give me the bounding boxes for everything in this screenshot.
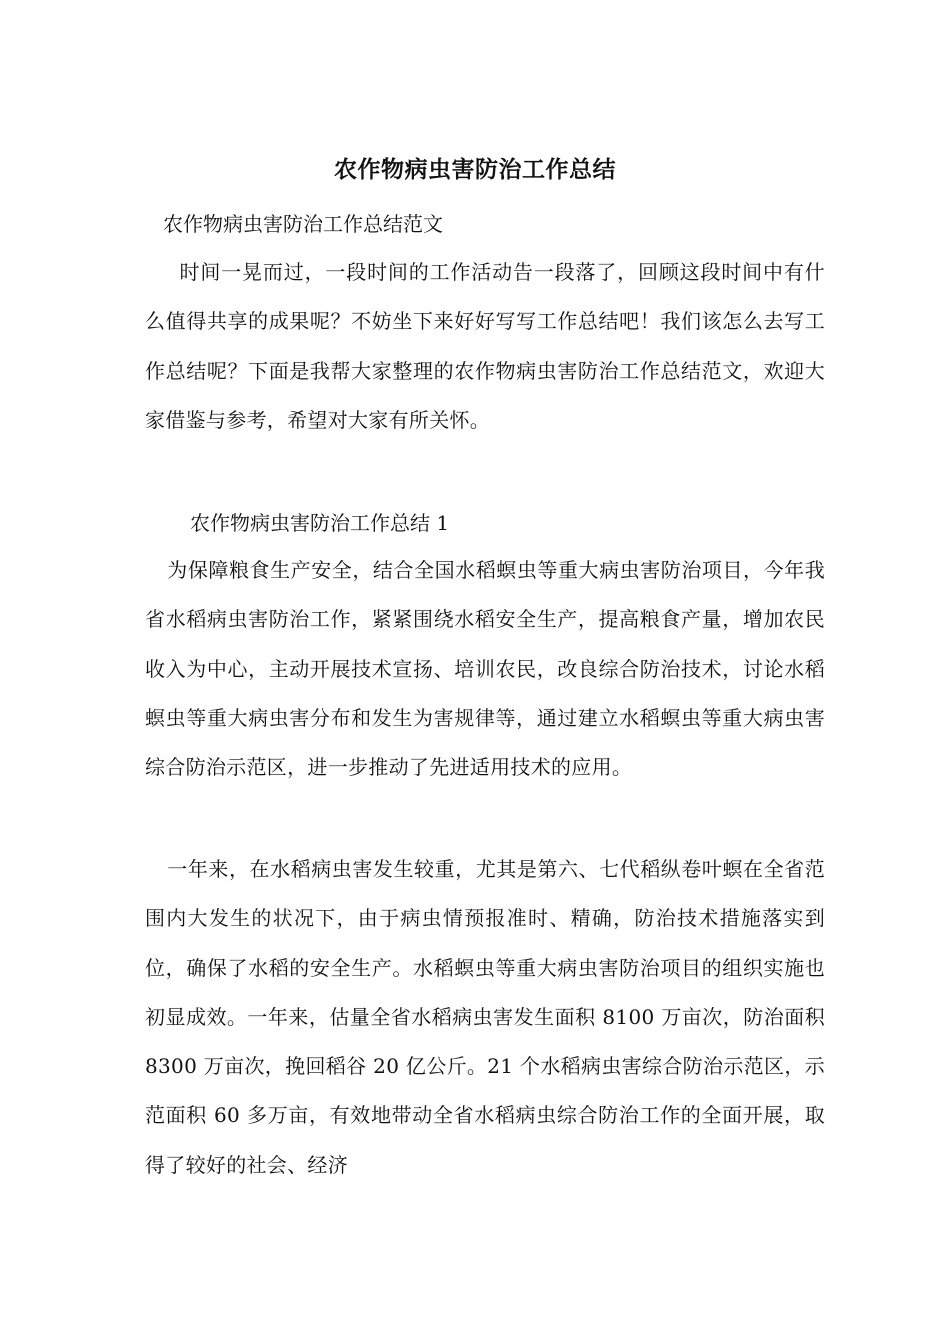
intro-text: 时间一晃而过，一段时间的工作活动告一段落了，回顾这段时间中有什么值得共享的成果呢？不妨坐下来好好写写工作总结吧！我们该怎么去写工作总结呢？下面是我帮大家整理的农作物病虫害防治工作总结范文，欢迎大家借鉴与参考，希望对大家有所关怀。 [145,260,825,432]
body-paragraph-2 [145,845,825,1190]
body-paragraph-1 [145,546,825,792]
intro-paragraph [145,248,825,445]
paragraph-2-text: 一年来，在水稻病虫害发生较重，尤其是第六、七代稻纵卷叶螟在全省范围内大发生的状况下，由于病虫情预报准时、精确，防治技术措施落实到位，确保了水稻的安全生产。水稻螟虫等重大病虫害防治项目的组织实施也初显成效。一年来，估量全省水稻病虫害发生面积 8100 万亩次，防治面积 8300 万亩次，挽回稻谷 20 亿公斤。21 个水稻病虫害综合防治示范区，示范面积 60 多万亩，有效地带动全省水稻病虫综合防治工作的全面开展，取得了较好的社会、经济 [145,857,825,1177]
paragraph-1-text: 为保障粮食生产安全，结合全国水稻螟虫等重大病虫害防治项目，今年我省水稻病虫害防治工作，紧紧围绕水稻安全生产，提高粮食产量，增加农民收入为中心，主动开展技术宣扬、培训农民，改良综合防治技术，讨论水稻螟虫等重大病虫害分布和发生为害规律等，通过建立水稻螟虫等重大病虫害综合防治示范区，进一步推动了先进适用技术的应用。 [145,558,825,780]
section-heading: 农作物病虫害防治工作总结 1 [190,511,450,535]
document-subtitle: 农作物病虫害防治工作总结范文 [163,212,443,236]
document-title: 农作物病虫害防治工作总结 [334,157,616,183]
